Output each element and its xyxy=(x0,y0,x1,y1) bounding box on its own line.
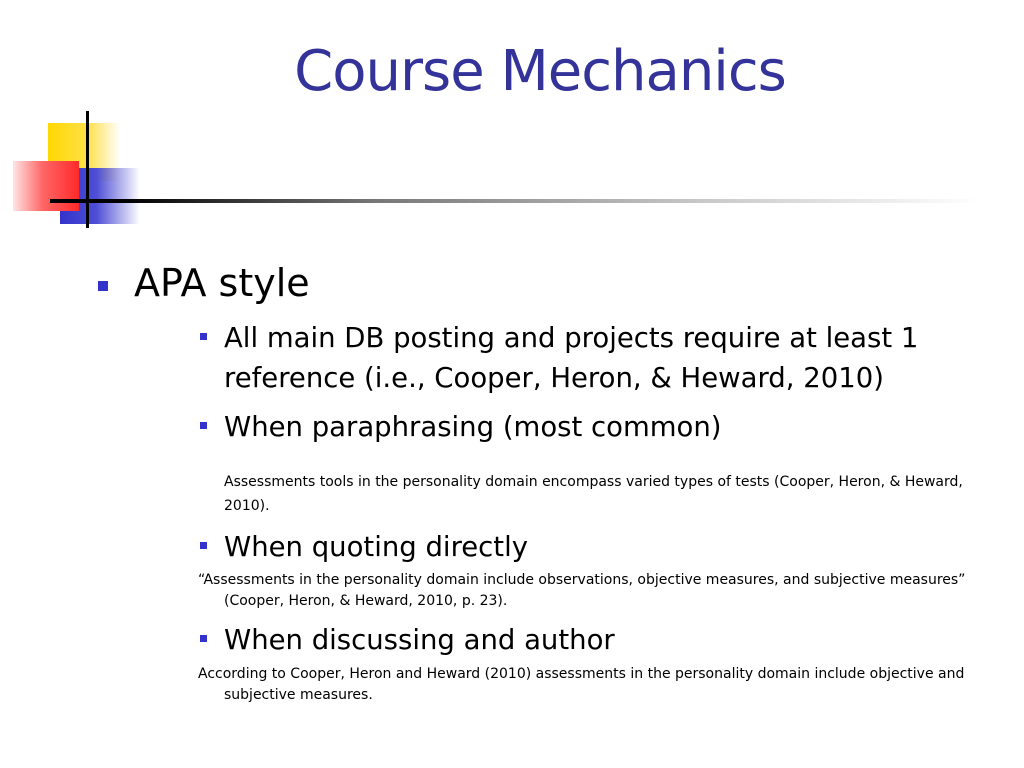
sub-bullet-text: When paraphrasing (most common) xyxy=(224,411,722,443)
sub-bullet-text: When discussing and author xyxy=(224,624,615,656)
square-bullet-icon xyxy=(200,422,207,429)
sub-bullet-text: All main DB posting and projects require at least 1 reference (i.e., Cooper, Heron, & Heward, 2010) xyxy=(224,322,919,394)
slide-title: Course Mechanics xyxy=(294,39,786,104)
quote-example xyxy=(198,570,998,612)
decor-red-square xyxy=(13,161,79,211)
decor-vertical-line xyxy=(86,111,89,228)
paraphrase-example: Assessments tools in the personality domain encompass varied types of tests (Cooper, Heron, & Heward, 2010). xyxy=(224,474,963,514)
author-example xyxy=(198,664,998,706)
square-bullet-icon xyxy=(200,635,207,642)
quote-example-text: “Assessments in the personality domain include observations, objective measures, and subjective measures” (Cooper, Heron, & Heward, 2010, p. 23). xyxy=(198,572,966,609)
sub-bullet-text: When quoting directly xyxy=(224,531,529,563)
author-example-text: According to Cooper, Heron and Heward (2010) assessments in the personality domain include objective and subjective measures. xyxy=(198,666,965,703)
square-bullet-icon xyxy=(200,542,207,549)
square-bullet-icon xyxy=(98,281,108,291)
bullet-text: APA style xyxy=(134,261,310,305)
title-divider-line xyxy=(50,199,980,203)
square-bullet-icon xyxy=(200,333,207,340)
